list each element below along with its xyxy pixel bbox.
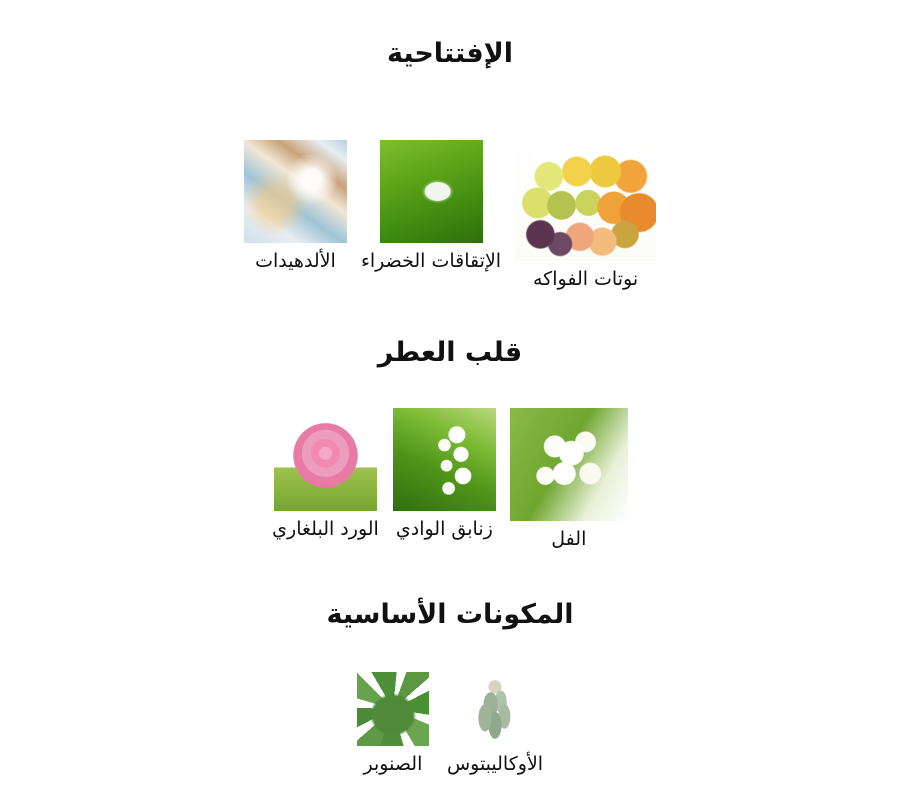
note-label: الأوكاليبتوس — [446, 752, 544, 775]
note-row-top — [0, 140, 900, 292]
note-row-base — [0, 672, 900, 777]
note-label: الإتقاقات الخضراء — [360, 250, 502, 273]
note-item — [447, 672, 543, 777]
eucalyptus-image — [459, 672, 531, 746]
note-row-heart — [0, 408, 900, 552]
note-item — [515, 140, 656, 292]
note-label: الصنوبر — [363, 752, 423, 775]
note-item — [393, 408, 496, 542]
note-item — [357, 672, 429, 777]
note-label: نوتات الفواكه — [533, 268, 639, 291]
pine-branch-image — [357, 672, 429, 746]
section-title-heart-notes: قلب العطر — [377, 337, 523, 369]
lily-of-the-valley-image — [393, 408, 496, 511]
green-leaf-dewdrop-image — [380, 140, 483, 243]
section-top-notes — [0, 38, 900, 292]
section-title-top-notes: الإفتتاحية — [386, 38, 514, 69]
section-title-base-notes: المكونات الأساسية — [326, 599, 574, 631]
note-label: زنابق الوادي — [395, 517, 493, 540]
bulgarian-rose-image — [274, 408, 377, 511]
note-item — [272, 408, 379, 542]
section-base-notes — [0, 599, 900, 776]
note-item — [244, 140, 347, 274]
note-label: الألدهيدات — [255, 250, 336, 273]
section-heart-notes — [0, 337, 900, 551]
crystal-shimmer-image — [244, 140, 347, 243]
jasmine-flower-image — [510, 408, 628, 521]
note-item — [510, 408, 628, 552]
fruit-basket-image — [515, 140, 656, 261]
note-item — [361, 140, 501, 274]
note-label: الورد البلغاري — [272, 517, 379, 540]
note-label: الفل — [551, 527, 587, 550]
